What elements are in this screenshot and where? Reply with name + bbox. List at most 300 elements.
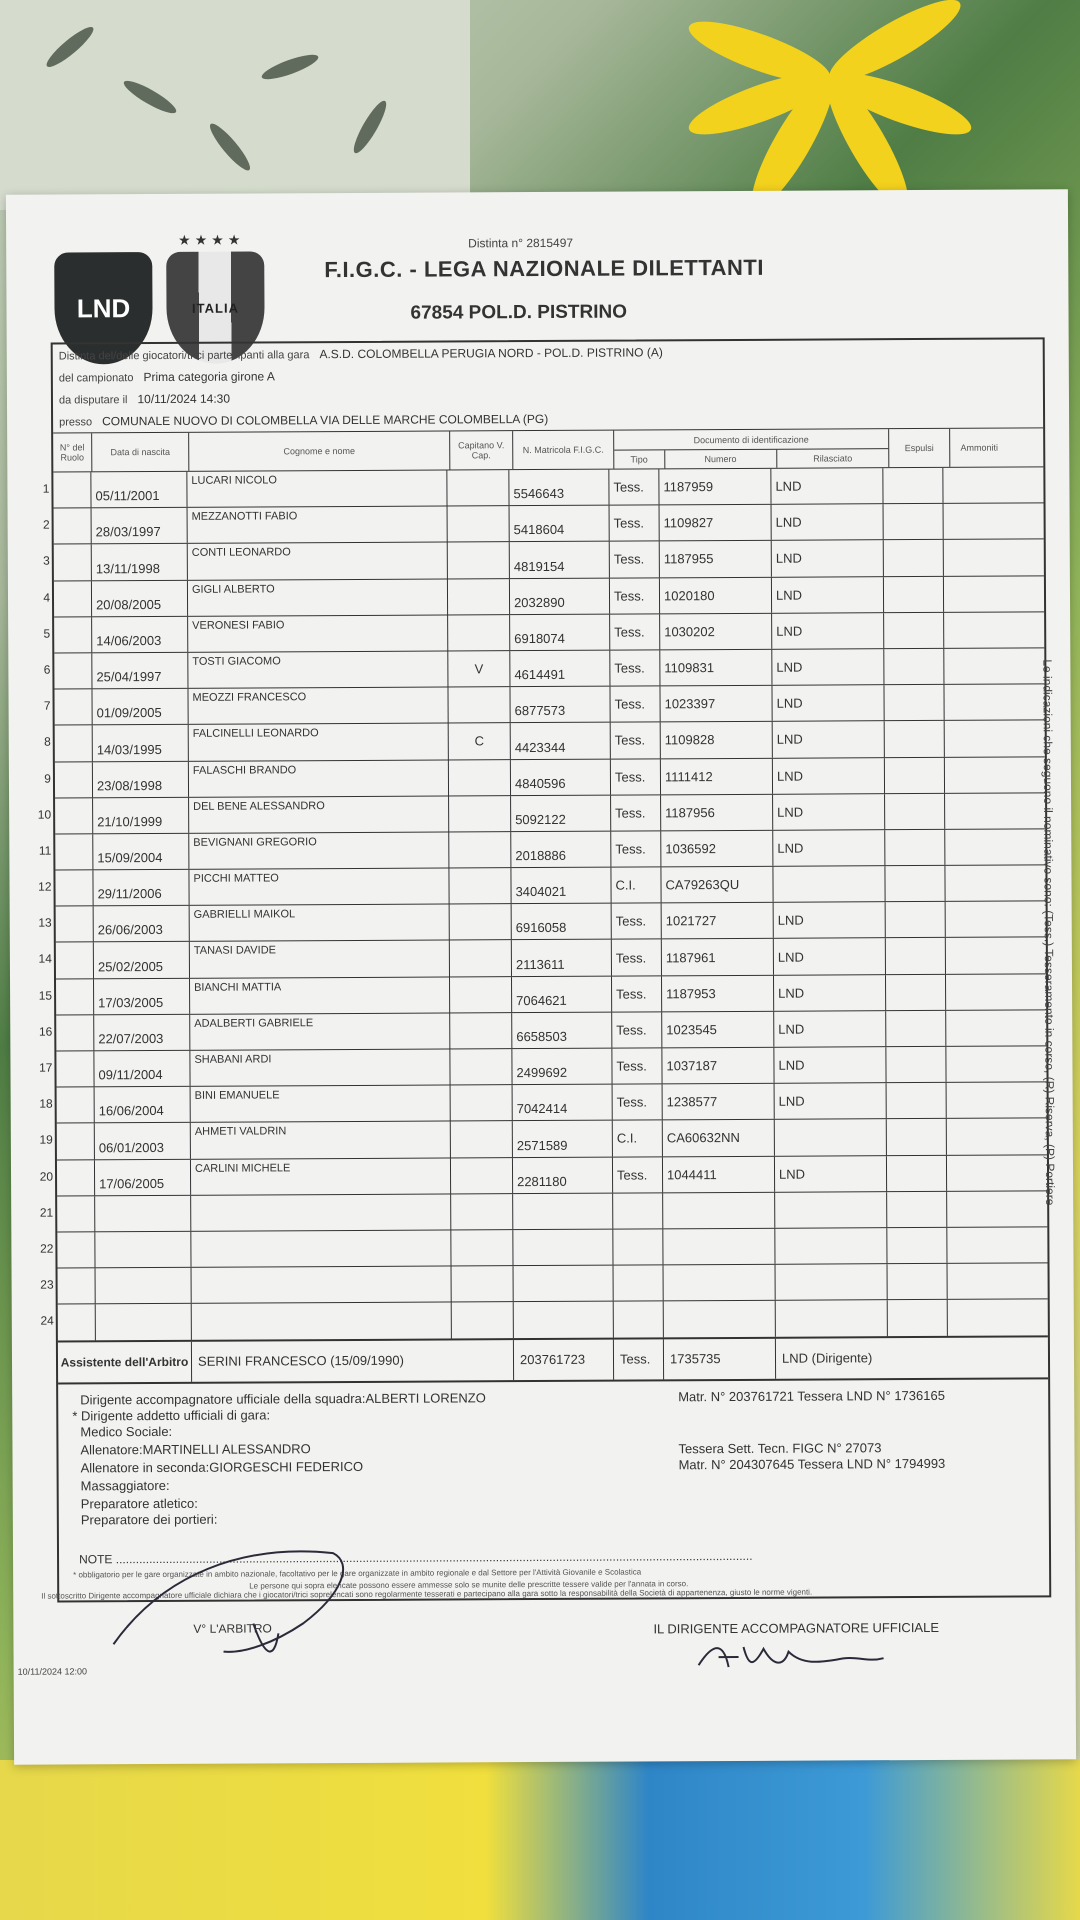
cell-espulsi — [884, 685, 944, 721]
cell-nascita: 13/11/1998 — [92, 544, 188, 580]
cell-nascita: 05/11/2001 — [91, 472, 187, 508]
cell-capitano — [448, 687, 510, 723]
cell-ammoniti — [948, 1300, 1006, 1335]
cell-espulsi — [886, 975, 946, 1011]
staff-dirigente-matricola: Matr. N° 203761721 Tessera LND N° 1736165 — [678, 1387, 945, 1404]
cell-ruolo — [56, 943, 94, 978]
cell-matricola: 7064621 — [512, 976, 612, 1012]
cell-espulsi — [886, 1011, 946, 1047]
cell-rilasciato — [775, 1120, 887, 1156]
cell-ammoniti — [947, 1119, 1005, 1154]
cell-rilasciato: LND — [774, 975, 886, 1011]
cell-ruolo — [55, 870, 93, 905]
note-label: NOTE ............................................................................................................................................................................................... — [79, 1548, 753, 1566]
cell-ruolo — [56, 907, 94, 942]
cell-numero: 1187955 — [660, 541, 772, 577]
cell-numero: 1238577 — [663, 1084, 775, 1120]
cell-capitano — [450, 1049, 512, 1085]
cell-ruolo — [55, 798, 93, 833]
cell-nascita: 23/08/1998 — [93, 761, 189, 797]
table-row — [39, 1045, 1046, 1086]
cell-matricola — [513, 1193, 613, 1229]
cell-rilasciato: LND — [774, 1047, 886, 1083]
cell-ammoniti — [944, 612, 1002, 647]
cell-nome: TANASI DAVIDE — [190, 941, 450, 978]
cell-matricola: 6918074 — [510, 614, 610, 650]
cell-tipo: Tess. — [610, 686, 660, 721]
row-number: 1 — [42, 481, 50, 496]
cell-capitano — [449, 796, 511, 832]
cell-nascita: 25/02/2005 — [94, 942, 190, 978]
cell-rilasciato: LND — [772, 613, 884, 649]
cell-numero: CA79263QU — [661, 867, 773, 903]
table-row — [42, 466, 1043, 507]
assistente-rilasciato: LND (Dirigente) — [781, 1350, 873, 1366]
cell-tipo: Tess. — [610, 506, 660, 541]
cell-matricola: 5092122 — [511, 795, 611, 831]
cell-espulsi — [888, 1300, 948, 1336]
staff-preparatore: Preparatore atletico: — [80, 1495, 198, 1511]
row-number: 18 — [39, 1096, 53, 1111]
row-number: 22 — [40, 1241, 54, 1256]
cell-numero: 1037187 — [662, 1048, 774, 1084]
cell-tipo: Tess. — [613, 1157, 663, 1192]
cell-ammoniti — [946, 938, 1004, 973]
row-number: 16 — [38, 1024, 53, 1039]
cell-capitano — [450, 1013, 512, 1049]
cell-nascita: 17/03/2005 — [94, 978, 190, 1014]
cell-nascita: 01/09/2005 — [92, 689, 188, 725]
cell-rilasciato — [773, 866, 885, 902]
row-number: 11 — [38, 843, 52, 858]
cell-numero: 1187961 — [662, 939, 774, 975]
staff-allenatore2: Allenatore in seconda:GIORGESCHI FEDERICO — [80, 1458, 364, 1475]
col-espulsi: Espulsi — [889, 429, 950, 467]
cell-numero: 1021727 — [662, 903, 774, 939]
cell-nome: GABRIELLI MAIKOL — [190, 905, 450, 942]
cell-numero: 1111412 — [661, 758, 773, 794]
cell-rilasciato: LND — [774, 1011, 886, 1047]
cell-capitano: C — [449, 723, 511, 759]
cell-rilasciato: LND — [772, 541, 884, 577]
cell-ammoniti — [944, 685, 1002, 720]
staff-allenatore-tessera: Tessera Sett. Tecn. FIGC N° 27073 — [678, 1439, 882, 1456]
table-row — [39, 1082, 1047, 1123]
cell-rilasciato: LND — [773, 794, 885, 830]
cell-rilasciato — [776, 1264, 888, 1300]
row-number: 13 — [38, 915, 52, 930]
cell-nascita — [96, 1304, 192, 1340]
cell-tipo — [614, 1302, 664, 1337]
cell-ruolo — [57, 1232, 95, 1267]
cell-espulsi — [884, 540, 944, 576]
info-gara: Distinta del/delle giocatori/trici partecipanti alla gara A.S.D. COLOMBELLA PERUGIA NORD - POL.D. PISTRINO (A) — [58, 345, 663, 363]
table-row — [38, 864, 1045, 905]
cell-capitano — [451, 1158, 513, 1194]
assistente-row — [58, 1335, 1048, 1382]
row-number: 10 — [37, 807, 52, 822]
cell-ruolo — [55, 762, 93, 797]
cell-espulsi — [888, 1264, 948, 1300]
cell-numero — [664, 1301, 776, 1337]
cell-numero: 1187953 — [662, 975, 774, 1011]
cell-capitano — [448, 543, 510, 579]
cell-numero: 1109827 — [660, 505, 772, 541]
row-number: 9 — [44, 771, 51, 786]
cell-capitano — [450, 941, 512, 977]
table-row — [38, 1009, 1046, 1050]
cell-espulsi — [885, 866, 945, 902]
cell-matricola: 2018886 — [511, 832, 611, 868]
cell-nascita: 14/06/2003 — [92, 617, 188, 653]
table-row — [43, 683, 1044, 724]
cell-rilasciato: LND — [772, 504, 884, 540]
row-number: 17 — [39, 1060, 53, 1075]
distinta-number: Distinta n° 2815497 — [468, 235, 574, 251]
cell-espulsi — [884, 504, 944, 540]
col-ruolo: N° del Ruolo — [53, 433, 92, 471]
cell-nome: BINI EMANUELE — [191, 1086, 451, 1123]
cell-ammoniti — [947, 1155, 1005, 1190]
cell-capitano — [451, 1122, 513, 1158]
col-nascita: Data di nascita — [92, 433, 189, 472]
row-number: 15 — [38, 988, 53, 1003]
cell-capitano — [452, 1302, 514, 1338]
cell-ammoniti — [947, 1191, 1005, 1226]
col-rilasciato: Rilasciato — [813, 453, 853, 464]
cell-ammoniti — [946, 974, 1004, 1009]
cell-ammoniti — [943, 468, 1001, 503]
assistente-numero: 1735735 — [664, 1338, 776, 1379]
cell-matricola: 2571589 — [513, 1121, 613, 1157]
cell-nascita: 20/08/2005 — [92, 580, 188, 616]
cell-espulsi — [887, 1192, 947, 1228]
dirigente-signature — [693, 1636, 893, 1677]
cell-nome: PICCHI MATTEO — [189, 869, 449, 906]
cell-numero: 1109828 — [661, 722, 773, 758]
cell-rilasciato — [776, 1301, 888, 1337]
cell-ammoniti — [944, 504, 1002, 539]
cell-ruolo — [54, 581, 92, 616]
row-number: 2 — [42, 517, 50, 532]
side-note: Le indicazioni che seguono il nominativo sono: (Tess.) Tesseramento in corso, (R) Riserva, (P) Portiere — [1040, 659, 1058, 1206]
cell-nome — [191, 1230, 451, 1267]
match-sheet-document — [6, 189, 1076, 1765]
cell-nome: BEVIGNANI GREGORIO — [189, 832, 449, 869]
cell-numero: 1023545 — [662, 1012, 774, 1048]
cell-espulsi — [886, 1047, 946, 1083]
cell-ruolo — [54, 689, 92, 724]
cell-numero: CA60632NN — [663, 1120, 775, 1156]
cell-ruolo — [54, 545, 92, 580]
dirigente-label: IL DIRIGENTE ACCOMPAGNATORE UFFICIALE — [653, 1619, 940, 1637]
cell-tipo: Tess. — [612, 1012, 662, 1047]
cell-ammoniti — [947, 1228, 1005, 1263]
cell-nome: BIANCHI MATTIA — [190, 977, 450, 1014]
cell-ammoniti — [945, 793, 1003, 828]
cell-ruolo — [57, 1160, 95, 1195]
table-row — [39, 1118, 1047, 1159]
cell-capitano — [449, 760, 511, 796]
row-number: 8 — [44, 734, 51, 749]
players-table — [37, 337, 1052, 1602]
table-row — [39, 1154, 1047, 1195]
cell-numero — [663, 1193, 775, 1229]
cell-espulsi — [884, 613, 944, 649]
cell-rilasciato: LND — [775, 1156, 887, 1192]
cell-matricola: 4614491 — [510, 651, 610, 687]
background-flower — [620, 0, 1040, 200]
table-row — [38, 937, 1046, 978]
table-row — [43, 575, 1044, 616]
cell-ammoniti — [946, 1010, 1004, 1045]
row-number: 7 — [43, 698, 51, 713]
club-title: 67854 POL.D. PISTRINO — [410, 301, 628, 324]
cell-ruolo — [57, 1124, 95, 1159]
cell-nome: FALCINELLI LEONARDO — [189, 724, 449, 761]
cell-nascita — [96, 1268, 192, 1304]
cell-nascita: 28/03/1997 — [92, 508, 188, 544]
cell-ammoniti — [944, 540, 1002, 575]
cell-espulsi — [886, 902, 946, 938]
cell-nome: FALASCHI BRANDO — [189, 760, 449, 797]
cell-numero — [663, 1229, 775, 1265]
cell-ruolo — [58, 1268, 96, 1303]
cell-nascita: 26/06/2003 — [94, 906, 190, 942]
fine-print-obbligatorio: * obbligatorio per le gare organizzate in ambito nazionale, facoltativo per le gare organizzate in ambito regionale e dal Settore per l'Attività Giovanile e Scolastica — [73, 1566, 642, 1579]
staff-allenatore: Allenatore:MARTINELLI ALESSANDRO — [80, 1440, 311, 1457]
col-documento: Documento di identificazione — [614, 429, 888, 450]
cell-nascita: 25/04/1997 — [92, 653, 188, 689]
cell-nome: MEOZZI FRANCESCO — [188, 688, 448, 725]
cell-ruolo — [54, 653, 92, 688]
background-fabric — [0, 0, 470, 210]
cell-espulsi — [884, 576, 944, 612]
cell-nome — [192, 1267, 452, 1304]
assistente-name: SERINI FRANCESCO (15/09/1990) — [192, 1340, 514, 1382]
row-number: 19 — [39, 1132, 53, 1148]
cell-nome: ADALBERTI GABRIELE — [190, 1013, 450, 1050]
col-capitano: Capitano V. Cap. — [450, 431, 513, 469]
row-number: 12 — [38, 879, 52, 894]
cell-tipo: Tess. — [611, 723, 661, 758]
cell-espulsi — [884, 649, 944, 685]
col-numero: Numero — [665, 450, 777, 469]
table-row — [42, 503, 1044, 544]
table-row — [40, 1226, 1047, 1267]
info-campionato: del campionato Prima categoria girone A — [58, 369, 275, 385]
cell-matricola — [513, 1230, 613, 1266]
cell-ruolo — [55, 726, 93, 761]
cell-matricola: 2032890 — [510, 578, 610, 614]
cell-matricola: 4423344 — [511, 723, 611, 759]
cell-espulsi — [883, 468, 943, 504]
cell-capitano — [449, 832, 511, 868]
cell-numero: 1187956 — [661, 794, 773, 830]
cell-espulsi — [885, 757, 945, 793]
cell-nascita: 17/06/2005 — [95, 1159, 191, 1195]
col-ammoniti: Ammoniti — [960, 442, 999, 453]
cell-rilasciato: LND — [772, 649, 884, 685]
table-row — [43, 647, 1044, 688]
cell-capitano — [447, 470, 509, 506]
row-number: 3 — [43, 553, 50, 568]
cell-matricola: 2113611 — [512, 940, 612, 976]
cell-nome — [192, 1303, 452, 1340]
cell-numero: 1020180 — [660, 577, 772, 613]
fine-print-persone: Le persone qui sopra elencate possono essere ammesse solo se munite delle prescritte tessere valide per l'annata in corso. — [249, 1578, 689, 1591]
cell-tipo: Tess. — [611, 759, 661, 794]
lnd-logo: LND — [54, 252, 153, 365]
staff-addetto: * Dirigente addetto ufficiali di gara: — [72, 1406, 271, 1423]
cell-nascita: 09/11/2004 — [94, 1051, 190, 1087]
cell-nascita: 06/01/2003 — [95, 1123, 191, 1159]
row-number: 21 — [39, 1205, 54, 1220]
italia-logo: ITALIA — [166, 251, 265, 364]
cell-ammoniti — [948, 1264, 1006, 1299]
cell-espulsi — [885, 794, 945, 830]
staff-medico: Medico Sociale: — [80, 1423, 173, 1439]
cell-ammoniti — [946, 902, 1004, 937]
cell-ruolo — [56, 1051, 94, 1086]
cell-ruolo — [56, 1015, 94, 1050]
cell-tipo: C.I. — [611, 867, 661, 902]
cell-tipo: C.I. — [613, 1121, 663, 1156]
cell-nascita: 15/09/2004 — [93, 834, 189, 870]
cell-ruolo — [56, 979, 94, 1014]
assistente-label: Assistente dell'Arbitro — [58, 1341, 192, 1382]
cell-ammoniti — [944, 576, 1002, 611]
cell-capitano — [450, 977, 512, 1013]
cell-nascita — [95, 1196, 191, 1232]
row-number: 23 — [40, 1277, 54, 1292]
cell-ruolo — [54, 617, 92, 652]
cell-nome — [191, 1194, 451, 1231]
table-row — [44, 720, 1045, 761]
info-data: da disputare il 10/11/2024 14:30 — [58, 391, 231, 407]
table-row — [38, 901, 1046, 942]
cell-ammoniti — [947, 1083, 1005, 1118]
cell-matricola: 6916058 — [512, 904, 612, 940]
cell-nascita: 16/06/2004 — [95, 1087, 191, 1123]
cell-nome: TOSTI GIACOMO — [188, 651, 448, 688]
declaration-text: Il sottoscritto Dirigente accompagnatore ufficiale dichiara che i giocatori/trici soprelencati sono regolarmente tesserati e partecipano alla gara sotto la responsabilità della Società di appartenenza, giusto le norme vigenti. — [41, 1587, 813, 1601]
cell-numero: 1109831 — [660, 650, 772, 686]
cell-nascita — [95, 1232, 191, 1268]
cell-ammoniti — [945, 757, 1003, 792]
arbitro-signature — [103, 1533, 364, 1674]
cell-numero: 1044411 — [663, 1156, 775, 1192]
cell-nome: CONTI LEONARDO — [188, 543, 448, 580]
cell-nome: AHMETI VALDRIN — [191, 1122, 451, 1159]
cell-espulsi — [885, 721, 945, 757]
cell-espulsi — [886, 938, 946, 974]
cell-ammoniti — [945, 866, 1003, 901]
cell-rilasciato: LND — [773, 830, 885, 866]
row-number: 6 — [43, 662, 51, 677]
row-number: 4 — [43, 590, 51, 605]
cell-matricola: 5418604 — [510, 506, 610, 542]
table-row — [43, 611, 1044, 652]
cell-nome: VERONESI FABIO — [188, 615, 448, 652]
assistente-matricola: 203761723 — [514, 1339, 614, 1380]
table-row — [39, 1190, 1047, 1231]
cell-ammoniti — [945, 829, 1003, 864]
row-number: 5 — [43, 626, 51, 641]
cell-matricola: 6658503 — [512, 1012, 612, 1048]
cell-tipo: Tess. — [612, 940, 662, 975]
background-fabric-bottom — [0, 1760, 1080, 1920]
col-tipo: Tipo — [614, 450, 665, 468]
row-number: 24 — [40, 1313, 54, 1328]
cell-nome: DEL BENE ALESSANDRO — [189, 796, 449, 833]
cell-tipo — [613, 1229, 663, 1264]
cell-tipo: Tess. — [612, 976, 662, 1011]
cell-rilasciato: LND — [771, 468, 883, 504]
staff-preparatore-portieri: Preparatore dei portieri: — [80, 1511, 218, 1527]
staff-dirigente: Dirigente accompagnatore ufficiale della squadra:ALBERTI LORENZO — [80, 1389, 486, 1407]
league-title: F.I.G.C. - LEGA NAZIONALE DILETTANTI — [324, 254, 765, 283]
cell-tipo: Tess. — [610, 542, 660, 577]
cell-rilasciato — [775, 1228, 887, 1264]
table-row — [44, 756, 1045, 797]
cell-matricola: 5546643 — [509, 470, 609, 506]
cell-matricola: 7042414 — [513, 1085, 613, 1121]
cell-tipo: Tess. — [612, 1048, 662, 1083]
cell-nascita: 22/07/2003 — [94, 1015, 190, 1051]
cell-matricola — [514, 1302, 614, 1338]
cell-ruolo — [57, 1088, 95, 1123]
table-row — [38, 828, 1045, 869]
cell-numero: 1030202 — [660, 614, 772, 650]
cell-espulsi — [887, 1228, 947, 1264]
cell-ruolo — [58, 1305, 96, 1340]
col-documento-group — [614, 429, 889, 468]
cell-nome: MEZZANOTTI FABIO — [188, 507, 448, 544]
cell-rilasciato: LND — [774, 939, 886, 975]
table-row — [38, 973, 1046, 1014]
cell-rilasciato: LND — [774, 902, 886, 938]
cell-nome: LUCARI NICOLO — [187, 470, 447, 507]
cell-capitano — [448, 615, 510, 651]
cell-tipo: Tess. — [609, 469, 659, 504]
table-row — [40, 1299, 1048, 1340]
cell-espulsi — [887, 1119, 947, 1155]
cell-numero: 1036592 — [661, 831, 773, 867]
cell-rilasciato — [775, 1192, 887, 1228]
col-matricola: N. Matricola F.I.G.C. — [513, 431, 614, 470]
staff-massaggiatore: Massaggiatore: — [80, 1477, 170, 1493]
cell-tipo: Tess. — [610, 614, 660, 649]
table-body — [37, 466, 1048, 1340]
cell-capitano — [448, 579, 510, 615]
cell-capitano: V — [448, 651, 510, 687]
cell-capitano — [451, 1085, 513, 1121]
cell-tipo — [614, 1265, 664, 1300]
cell-tipo: Tess. — [611, 831, 661, 866]
cell-tipo: Tess. — [612, 904, 662, 939]
cell-nascita: 29/11/2006 — [93, 870, 189, 906]
cell-matricola: 2281180 — [513, 1157, 613, 1193]
cell-ammoniti — [944, 649, 1002, 684]
arbitro-label: V° L'ARBITRO — [193, 1621, 272, 1636]
cell-capitano — [451, 1194, 513, 1230]
cell-capitano — [450, 904, 512, 940]
cell-rilasciato: LND — [775, 1083, 887, 1119]
assistente-tipo: Tess. — [614, 1339, 664, 1379]
timestamp: 10/11/2024 12:00 — [17, 1666, 88, 1677]
cell-ammoniti — [946, 1047, 1004, 1082]
